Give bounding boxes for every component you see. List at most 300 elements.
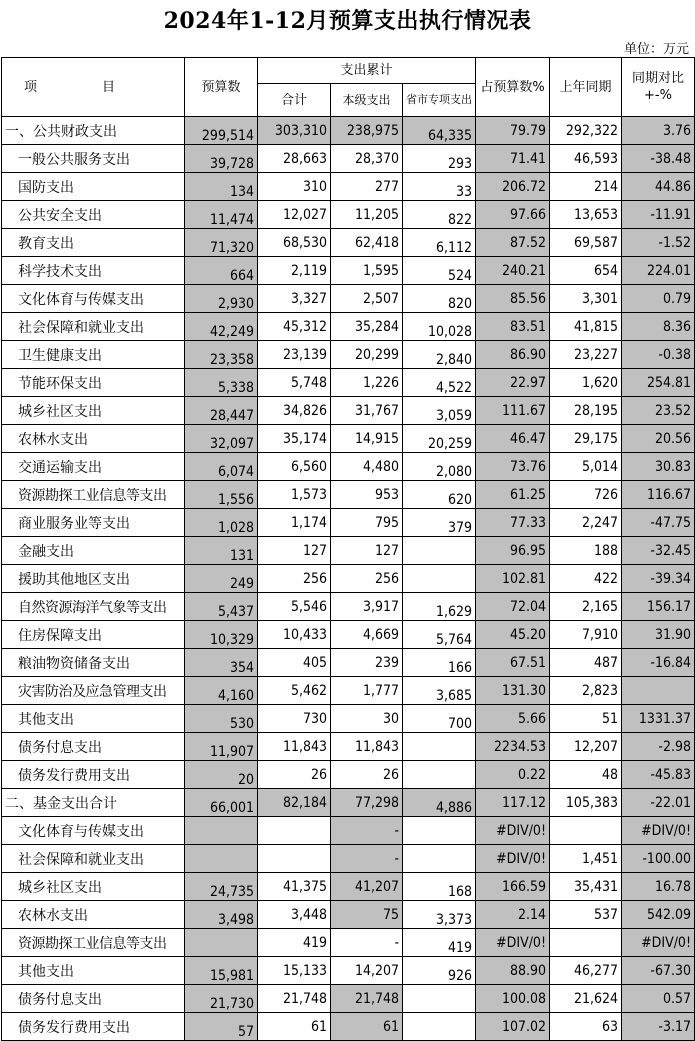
cell-budget: 39,728 xyxy=(185,145,258,173)
cell-special: 10,028 xyxy=(403,313,476,341)
cell-name: 城乡社区支出 xyxy=(2,397,185,425)
cell-pct: 71.41 xyxy=(476,145,550,173)
table-row xyxy=(2,145,695,173)
cell-total: 303,310 xyxy=(258,117,331,145)
cell-total: 256 xyxy=(258,565,331,593)
cell-special: 166 xyxy=(403,649,476,677)
cell-last-year: 35,431 xyxy=(550,873,622,901)
cell-pct: 83.51 xyxy=(476,313,550,341)
table-row xyxy=(2,649,695,677)
cell-total: 68,530 xyxy=(258,229,331,257)
cell-local: 795 xyxy=(331,509,403,537)
cell-yoy xyxy=(622,677,695,705)
cell-pct: 85.56 xyxy=(476,285,550,313)
cell-yoy: 254.81 xyxy=(622,369,695,397)
cell-local: - xyxy=(331,817,403,845)
cell-local: 14,915 xyxy=(331,425,403,453)
cell-local: 1,777 xyxy=(331,677,403,705)
cell-special: 3,685 xyxy=(403,677,476,705)
cell-local: 256 xyxy=(331,565,403,593)
cell-name: 资源勘探工业信息等支出 xyxy=(2,481,185,509)
cell-special: 20,259 xyxy=(403,425,476,453)
cell-name: 节能环保支出 xyxy=(2,369,185,397)
table-row xyxy=(2,817,695,845)
cell-name: 教育支出 xyxy=(2,229,185,257)
cell-total: 12,027 xyxy=(258,201,331,229)
cell-local: 2,507 xyxy=(331,285,403,313)
cell-local: 41,207 xyxy=(331,873,403,901)
cell-total: 5,546 xyxy=(258,593,331,621)
cell-total: 405 xyxy=(258,649,331,677)
header-special: 省市专项支出 xyxy=(403,84,476,117)
cell-yoy: -3.17 xyxy=(622,1013,695,1041)
cell-local: 35,284 xyxy=(331,313,403,341)
cell-pct: 79.79 xyxy=(476,117,550,145)
cell-last-year: 12,207 xyxy=(550,733,622,761)
cell-total: 1,174 xyxy=(258,509,331,537)
cell-last-year: 214 xyxy=(550,173,622,201)
cell-budget: 11,474 xyxy=(185,201,258,229)
cell-name: 其他支出 xyxy=(2,705,185,733)
table-row xyxy=(2,565,695,593)
cell-special xyxy=(403,733,476,761)
cell-last-year: 487 xyxy=(550,649,622,677)
table-row xyxy=(2,957,695,985)
cell-last-year: 51 xyxy=(550,705,622,733)
cell-budget: 71,320 xyxy=(185,229,258,257)
page-title: 2024年1-12月预算支出执行情况表 xyxy=(163,8,532,34)
table-row xyxy=(2,929,695,957)
header-last-year: 上年同期 xyxy=(550,58,622,117)
cell-local: 14,207 xyxy=(331,957,403,985)
cell-budget: 354 xyxy=(185,649,258,677)
cell-special xyxy=(403,985,476,1013)
cell-total: 45,312 xyxy=(258,313,331,341)
header-budget: 预算数 xyxy=(185,58,258,117)
budget-table xyxy=(1,57,695,1041)
cell-last-year: 537 xyxy=(550,901,622,929)
cell-name: 社会保障和就业支出 xyxy=(2,313,185,341)
table-row xyxy=(2,481,695,509)
cell-name: 科学技术支出 xyxy=(2,257,185,285)
cell-local: - xyxy=(331,929,403,957)
cell-yoy: 23.52 xyxy=(622,397,695,425)
table-row xyxy=(2,789,695,817)
cell-name: 债务付息支出 xyxy=(2,985,185,1013)
cell-special xyxy=(403,565,476,593)
cell-local: 127 xyxy=(331,537,403,565)
cell-pct: 102.81 xyxy=(476,565,550,593)
cell-total: 730 xyxy=(258,705,331,733)
cell-budget: 21,730 xyxy=(185,985,258,1013)
cell-yoy: -22.01 xyxy=(622,789,695,817)
cell-yoy: -47.75 xyxy=(622,509,695,537)
cell-pct: 96.95 xyxy=(476,537,550,565)
cell-special xyxy=(403,1013,476,1041)
cell-total: 127 xyxy=(258,537,331,565)
cell-pct: 22.97 xyxy=(476,369,550,397)
cell-local: 20,299 xyxy=(331,341,403,369)
table-row xyxy=(2,1013,695,1041)
cell-local: 239 xyxy=(331,649,403,677)
table-row xyxy=(2,117,695,145)
header-total: 合计 xyxy=(258,84,331,117)
cell-name: 其他支出 xyxy=(2,957,185,985)
cell-pct: 77.33 xyxy=(476,509,550,537)
cell-yoy: #DIV/0! xyxy=(622,817,695,845)
header-local: 本级支出 xyxy=(331,84,403,117)
cell-budget: 23,358 xyxy=(185,341,258,369)
cell-budget: 530 xyxy=(185,705,258,733)
header-yoy: 同期对比+-% xyxy=(622,58,695,117)
cell-local: 31,767 xyxy=(331,397,403,425)
cell-special: 379 xyxy=(403,509,476,537)
cell-name: 二、基金支出合计 xyxy=(2,789,185,817)
table-row xyxy=(2,733,695,761)
cell-budget: 6,074 xyxy=(185,453,258,481)
cell-name: 文化体育与传媒支出 xyxy=(2,817,185,845)
cell-name: 资源勘探工业信息等支出 xyxy=(2,929,185,957)
cell-pct: 61.25 xyxy=(476,481,550,509)
cell-pct: #DIV/0! xyxy=(476,817,550,845)
cell-name: 住房保障支出 xyxy=(2,621,185,649)
unit-label: 单位：万元 xyxy=(623,42,689,57)
cell-budget: 299,514 xyxy=(185,117,258,145)
cell-local: 4,669 xyxy=(331,621,403,649)
cell-pct: 88.90 xyxy=(476,957,550,985)
cell-name: 公共安全支出 xyxy=(2,201,185,229)
cell-last-year: 2,165 xyxy=(550,593,622,621)
cell-total: 10,433 xyxy=(258,621,331,649)
cell-yoy: 44.86 xyxy=(622,173,695,201)
cell-yoy: -45.83 xyxy=(622,761,695,789)
cell-name: 农林水支出 xyxy=(2,901,185,929)
cell-local: 1,226 xyxy=(331,369,403,397)
cell-name: 债务发行费用支出 xyxy=(2,761,185,789)
cell-local: 953 xyxy=(331,481,403,509)
cell-yoy: 0.57 xyxy=(622,985,695,1013)
cell-local: 4,480 xyxy=(331,453,403,481)
header-item: 项 目 xyxy=(2,58,185,117)
table-row xyxy=(2,509,695,537)
cell-local: 62,418 xyxy=(331,229,403,257)
cell-total: 419 xyxy=(258,929,331,957)
cell-special: 926 xyxy=(403,957,476,985)
cell-special: 2,080 xyxy=(403,453,476,481)
cell-name: 卫生健康支出 xyxy=(2,341,185,369)
cell-special: 64,335 xyxy=(403,117,476,145)
cell-pct: 2.14 xyxy=(476,901,550,929)
cell-local: 3,917 xyxy=(331,593,403,621)
cell-budget: 3,498 xyxy=(185,901,258,929)
cell-pct: 107.02 xyxy=(476,1013,550,1041)
cell-name: 城乡社区支出 xyxy=(2,873,185,901)
cell-special xyxy=(403,761,476,789)
cell-local: 11,205 xyxy=(331,201,403,229)
cell-pct: 97.66 xyxy=(476,201,550,229)
table-row xyxy=(2,201,695,229)
cell-special xyxy=(403,845,476,873)
cell-yoy: 20.56 xyxy=(622,425,695,453)
cell-local: 28,370 xyxy=(331,145,403,173)
cell-budget: 1,028 xyxy=(185,509,258,537)
cell-total: 82,184 xyxy=(258,789,331,817)
cell-name: 金融支出 xyxy=(2,537,185,565)
table-row xyxy=(2,677,695,705)
cell-budget xyxy=(185,929,258,957)
cell-total xyxy=(258,845,331,873)
cell-name: 一般公共服务支出 xyxy=(2,145,185,173)
table-row xyxy=(2,285,695,313)
table-row xyxy=(2,341,695,369)
cell-pct: 206.72 xyxy=(476,173,550,201)
cell-name: 粮油物资储备支出 xyxy=(2,649,185,677)
cell-last-year: 5,014 xyxy=(550,453,622,481)
cell-yoy: 224.01 xyxy=(622,257,695,285)
cell-yoy: 542.09 xyxy=(622,901,695,929)
table-row xyxy=(2,313,695,341)
cell-yoy: 156.17 xyxy=(622,593,695,621)
cell-pct: #DIV/0! xyxy=(476,845,550,873)
cell-name: 自然资源海洋气象等支出 xyxy=(2,593,185,621)
cell-budget: 4,160 xyxy=(185,677,258,705)
cell-total: 61 xyxy=(258,1013,331,1041)
cell-total: 15,133 xyxy=(258,957,331,985)
cell-local: 1,595 xyxy=(331,257,403,285)
cell-total: 5,748 xyxy=(258,369,331,397)
cell-pct: 131.30 xyxy=(476,677,550,705)
cell-special: 6,112 xyxy=(403,229,476,257)
header-pct: 占预算数% xyxy=(476,58,550,117)
cell-last-year: 23,227 xyxy=(550,341,622,369)
cell-special: 4,522 xyxy=(403,369,476,397)
cell-total xyxy=(258,817,331,845)
cell-last-year: 41,815 xyxy=(550,313,622,341)
cell-special: 700 xyxy=(403,705,476,733)
cell-last-year: 2,247 xyxy=(550,509,622,537)
cell-yoy: 0.79 xyxy=(622,285,695,313)
cell-pct: 117.12 xyxy=(476,789,550,817)
cell-pct: 100.08 xyxy=(476,985,550,1013)
cell-last-year: 188 xyxy=(550,537,622,565)
cell-budget: 57 xyxy=(185,1013,258,1041)
cell-pct: 166.59 xyxy=(476,873,550,901)
cell-pct: 0.22 xyxy=(476,761,550,789)
cell-yoy: -32.45 xyxy=(622,537,695,565)
table-body xyxy=(2,117,695,1041)
cell-name: 农林水支出 xyxy=(2,425,185,453)
cell-budget: 28,447 xyxy=(185,397,258,425)
cell-yoy: 1331.37 xyxy=(622,705,695,733)
cell-yoy: 116.67 xyxy=(622,481,695,509)
cell-total: 3,327 xyxy=(258,285,331,313)
cell-yoy: -16.84 xyxy=(622,649,695,677)
cell-special: 33 xyxy=(403,173,476,201)
cell-special: 3,059 xyxy=(403,397,476,425)
cell-last-year: 29,175 xyxy=(550,425,622,453)
cell-total: 35,174 xyxy=(258,425,331,453)
cell-local: - xyxy=(331,845,403,873)
cell-total: 1,573 xyxy=(258,481,331,509)
table-row xyxy=(2,761,695,789)
cell-budget: 5,437 xyxy=(185,593,258,621)
cell-total: 310 xyxy=(258,173,331,201)
cell-pct: #DIV/0! xyxy=(476,929,550,957)
cell-special: 1,629 xyxy=(403,593,476,621)
cell-total: 5,462 xyxy=(258,677,331,705)
cell-special xyxy=(403,537,476,565)
cell-yoy: -11.91 xyxy=(622,201,695,229)
cell-pct: 5.66 xyxy=(476,705,550,733)
table-row xyxy=(2,537,695,565)
cell-last-year xyxy=(550,817,622,845)
cell-yoy: 16.78 xyxy=(622,873,695,901)
cell-last-year: 2,823 xyxy=(550,677,622,705)
table-row xyxy=(2,425,695,453)
cell-yoy: -100.00 xyxy=(622,845,695,873)
cell-name: 援助其他地区支出 xyxy=(2,565,185,593)
cell-pct: 72.04 xyxy=(476,593,550,621)
cell-last-year: 654 xyxy=(550,257,622,285)
cell-name: 债务付息支出 xyxy=(2,733,185,761)
cell-total: 28,663 xyxy=(258,145,331,173)
cell-pct: 87.52 xyxy=(476,229,550,257)
cell-budget: 11,907 xyxy=(185,733,258,761)
cell-yoy: -2.98 xyxy=(622,733,695,761)
table-row xyxy=(2,621,695,649)
cell-pct: 67.51 xyxy=(476,649,550,677)
cell-last-year: 7,910 xyxy=(550,621,622,649)
cell-budget xyxy=(185,845,258,873)
cell-last-year xyxy=(550,929,622,957)
table-row xyxy=(2,397,695,425)
cell-special: 3,373 xyxy=(403,901,476,929)
cell-last-year: 28,195 xyxy=(550,397,622,425)
cell-total: 3,448 xyxy=(258,901,331,929)
cell-total: 2,119 xyxy=(258,257,331,285)
cell-last-year: 21,624 xyxy=(550,985,622,1013)
cell-last-year: 1,620 xyxy=(550,369,622,397)
cell-budget xyxy=(185,817,258,845)
cell-last-year: 46,277 xyxy=(550,957,622,985)
cell-name: 交通运输支出 xyxy=(2,453,185,481)
cell-name: 灾害防治及应急管理支出 xyxy=(2,677,185,705)
cell-special: 820 xyxy=(403,285,476,313)
cell-pct: 111.67 xyxy=(476,397,550,425)
cell-yoy: #DIV/0! xyxy=(622,929,695,957)
cell-local: 61 xyxy=(331,1013,403,1041)
cell-local: 11,843 xyxy=(331,733,403,761)
cell-budget: 10,329 xyxy=(185,621,258,649)
cell-yoy: 30.83 xyxy=(622,453,695,481)
cell-last-year: 46,593 xyxy=(550,145,622,173)
table-row xyxy=(2,845,695,873)
cell-local: 238,975 xyxy=(331,117,403,145)
cell-pct: 45.20 xyxy=(476,621,550,649)
table-row xyxy=(2,705,695,733)
cell-name: 债务发行费用支出 xyxy=(2,1013,185,1041)
cell-budget: 5,338 xyxy=(185,369,258,397)
cell-budget: 664 xyxy=(185,257,258,285)
cell-local: 26 xyxy=(331,761,403,789)
table-row xyxy=(2,985,695,1013)
cell-budget: 42,249 xyxy=(185,313,258,341)
cell-special: 4,886 xyxy=(403,789,476,817)
cell-name: 文化体育与传媒支出 xyxy=(2,285,185,313)
table-row xyxy=(2,229,695,257)
cell-pct: 86.90 xyxy=(476,341,550,369)
cell-yoy: -1.52 xyxy=(622,229,695,257)
cell-last-year: 292,322 xyxy=(550,117,622,145)
cell-special: 5,764 xyxy=(403,621,476,649)
table-row xyxy=(2,453,695,481)
cell-special: 2,840 xyxy=(403,341,476,369)
cell-budget: 20 xyxy=(185,761,258,789)
cell-budget: 1,556 xyxy=(185,481,258,509)
cell-total: 41,375 xyxy=(258,873,331,901)
cell-local: 77,298 xyxy=(331,789,403,817)
cell-total: 11,843 xyxy=(258,733,331,761)
cell-last-year: 63 xyxy=(550,1013,622,1041)
cell-budget: 15,981 xyxy=(185,957,258,985)
cell-yoy: -0.38 xyxy=(622,341,695,369)
cell-yoy: 8.36 xyxy=(622,313,695,341)
cell-yoy: -67.30 xyxy=(622,957,695,985)
table-row xyxy=(2,369,695,397)
cell-local: 75 xyxy=(331,901,403,929)
cell-last-year: 13,653 xyxy=(550,201,622,229)
cell-special: 293 xyxy=(403,145,476,173)
cell-special: 419 xyxy=(403,929,476,957)
cell-yoy: -39.34 xyxy=(622,565,695,593)
cell-last-year: 422 xyxy=(550,565,622,593)
cell-local: 277 xyxy=(331,173,403,201)
cell-local: 21,748 xyxy=(331,985,403,1013)
cell-yoy: 3.76 xyxy=(622,117,695,145)
cell-local: 30 xyxy=(331,705,403,733)
cell-pct: 46.47 xyxy=(476,425,550,453)
cell-name: 国防支出 xyxy=(2,173,185,201)
cell-special xyxy=(403,817,476,845)
cell-last-year: 48 xyxy=(550,761,622,789)
cell-budget: 134 xyxy=(185,173,258,201)
cell-budget: 66,001 xyxy=(185,789,258,817)
cell-pct: 73.76 xyxy=(476,453,550,481)
cell-budget: 32,097 xyxy=(185,425,258,453)
cell-last-year: 3,301 xyxy=(550,285,622,313)
cell-yoy: 31.90 xyxy=(622,621,695,649)
header-cumulative: 支出累计 xyxy=(258,58,476,84)
cell-budget: 2,930 xyxy=(185,285,258,313)
cell-last-year: 726 xyxy=(550,481,622,509)
cell-name: 商业服务业等支出 xyxy=(2,509,185,537)
cell-last-year: 1,451 xyxy=(550,845,622,873)
cell-total: 26 xyxy=(258,761,331,789)
cell-pct: 2234.53 xyxy=(476,733,550,761)
cell-budget: 24,735 xyxy=(185,873,258,901)
cell-special: 524 xyxy=(403,257,476,285)
cell-name: 一、公共财政支出 xyxy=(2,117,185,145)
cell-name: 社会保障和就业支出 xyxy=(2,845,185,873)
cell-total: 21,748 xyxy=(258,985,331,1013)
cell-special: 168 xyxy=(403,873,476,901)
cell-yoy: -38.48 xyxy=(622,145,695,173)
table-row xyxy=(2,901,695,929)
cell-budget: 131 xyxy=(185,537,258,565)
table-row xyxy=(2,257,695,285)
cell-last-year: 69,587 xyxy=(550,229,622,257)
cell-total: 6,560 xyxy=(258,453,331,481)
